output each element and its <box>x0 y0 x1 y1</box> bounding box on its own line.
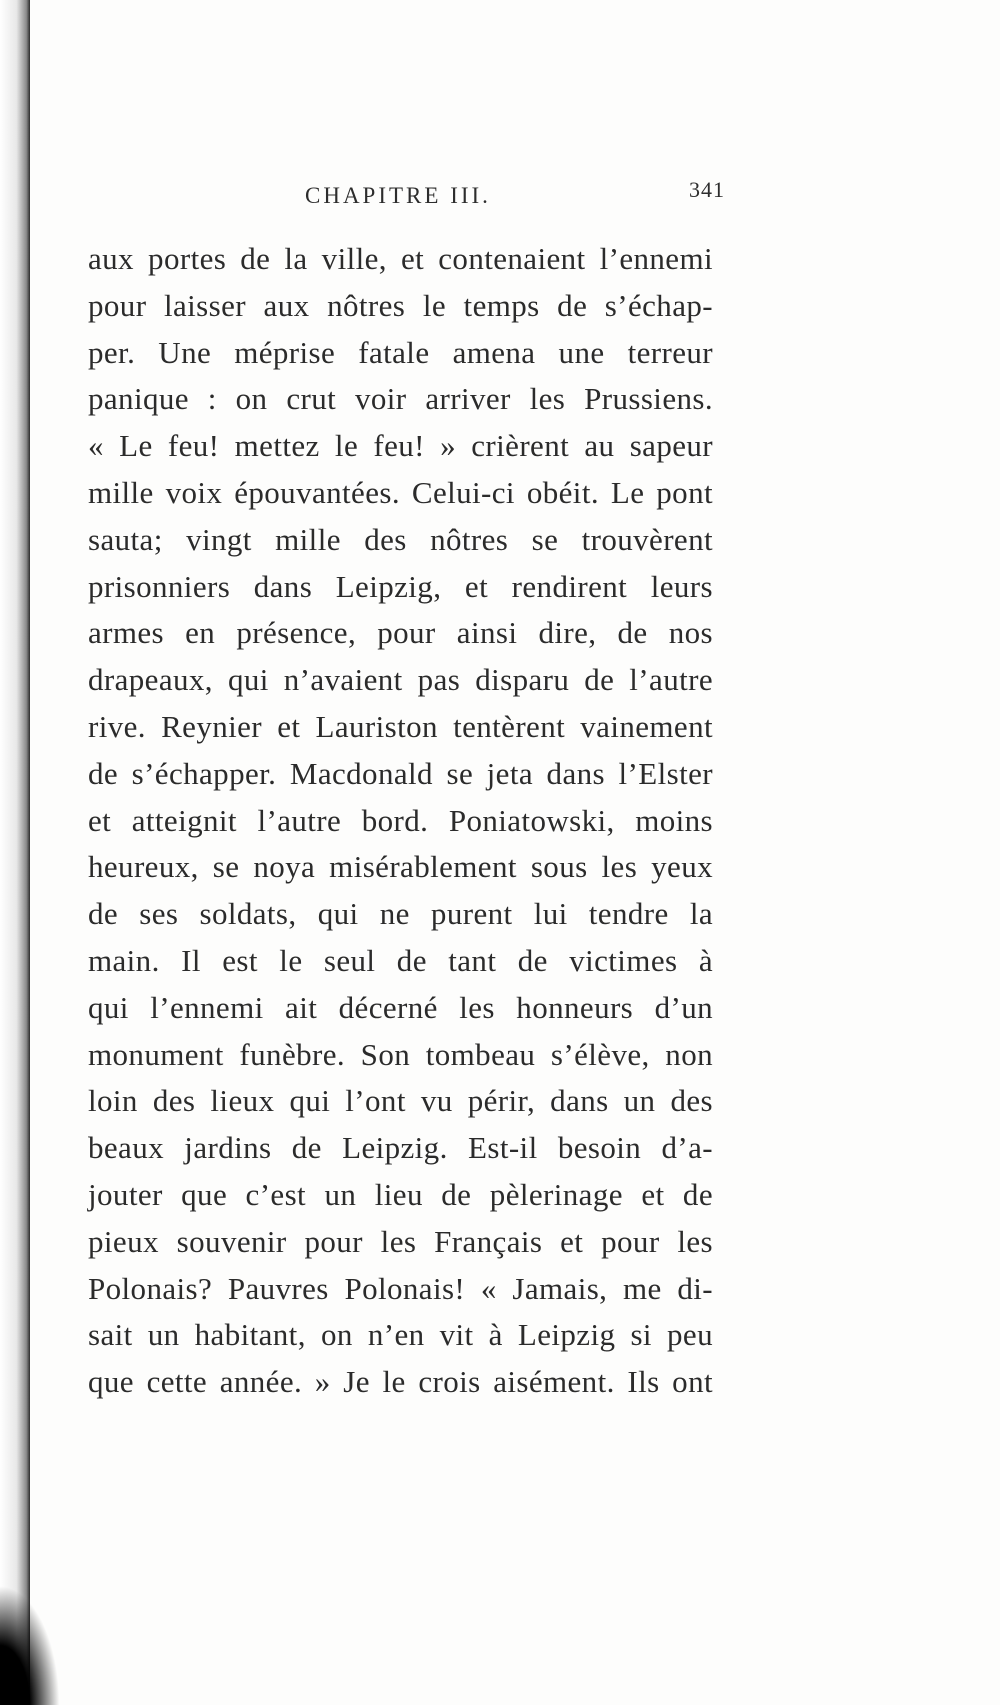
text-line: sauta; vingt mille des nôtres se trouvèrent <box>88 521 713 557</box>
text-line: pour laisser aux nôtres le temps de s’échap- <box>88 287 713 323</box>
text-line: sait un habitant, on n’en vit à Leipzig si peu <box>88 1317 713 1353</box>
text-line: main. Il est le seul de tant de victimes à <box>88 942 713 978</box>
text-line: qui l’ennemi ait décerné les honneurs d’un <box>88 989 713 1025</box>
running-title: CHAPITRE III. <box>305 183 491 208</box>
text-line: de s’échapper. Macdonald se jeta dans l’Elster <box>88 755 713 791</box>
text-line: per. Une méprise fatale amena une terreur <box>88 334 713 370</box>
text-line: que cette année. » Je le crois aisément. Ils ont <box>88 1364 713 1400</box>
text-line: de ses soldats, qui ne purent lui tendre la <box>88 896 713 932</box>
text-line: aux portes de la ville, et contenaient l’ennemi <box>88 241 713 276</box>
text-line: drapeaux, qui n’avaient pas disparu de l’autre <box>88 662 713 698</box>
body-text <box>88 236 713 1406</box>
page-gutter-shadow <box>0 0 30 1705</box>
text-line: heureux, se noya misérablement sous les yeux <box>88 849 713 885</box>
text-line: pieux souvenir pour les Français et pour les <box>88 1223 713 1259</box>
text-line: beaux jardins de Leipzig. Est-il besoin d’a- <box>88 1130 713 1166</box>
text-line: « Le feu! mettez le feu! » crièrent au sapeur <box>88 428 713 464</box>
page-number: 341 <box>689 177 725 202</box>
text-line: rive. Reynier et Lauriston tentèrent vainement <box>88 708 713 744</box>
text-line: jouter que c’est un lieu de pèlerinage et de <box>88 1176 713 1212</box>
text-line: prisonniers dans Leipzig, et rendirent leurs <box>88 568 713 604</box>
page-corner-shadow <box>0 1585 60 1705</box>
text-line: armes en présence, pour ainsi dire, de nos <box>88 615 713 651</box>
text-line: loin des lieux qui l’ont vu périr, dans un des <box>88 1083 713 1119</box>
running-header <box>305 177 725 213</box>
text-line: Polonais? Pauvres Polonais! « Jamais, me di- <box>88 1270 713 1306</box>
text-line: panique : on crut voir arriver les Prussiens. <box>88 381 713 417</box>
text-line: monument funèbre. Son tombeau s’élève, non <box>88 1036 713 1072</box>
text-line: mille voix épouvantées. Celui-ci obéit. Le pont <box>88 474 713 510</box>
text-line: et atteignit l’autre bord. Poniatowski, moins <box>88 802 713 838</box>
